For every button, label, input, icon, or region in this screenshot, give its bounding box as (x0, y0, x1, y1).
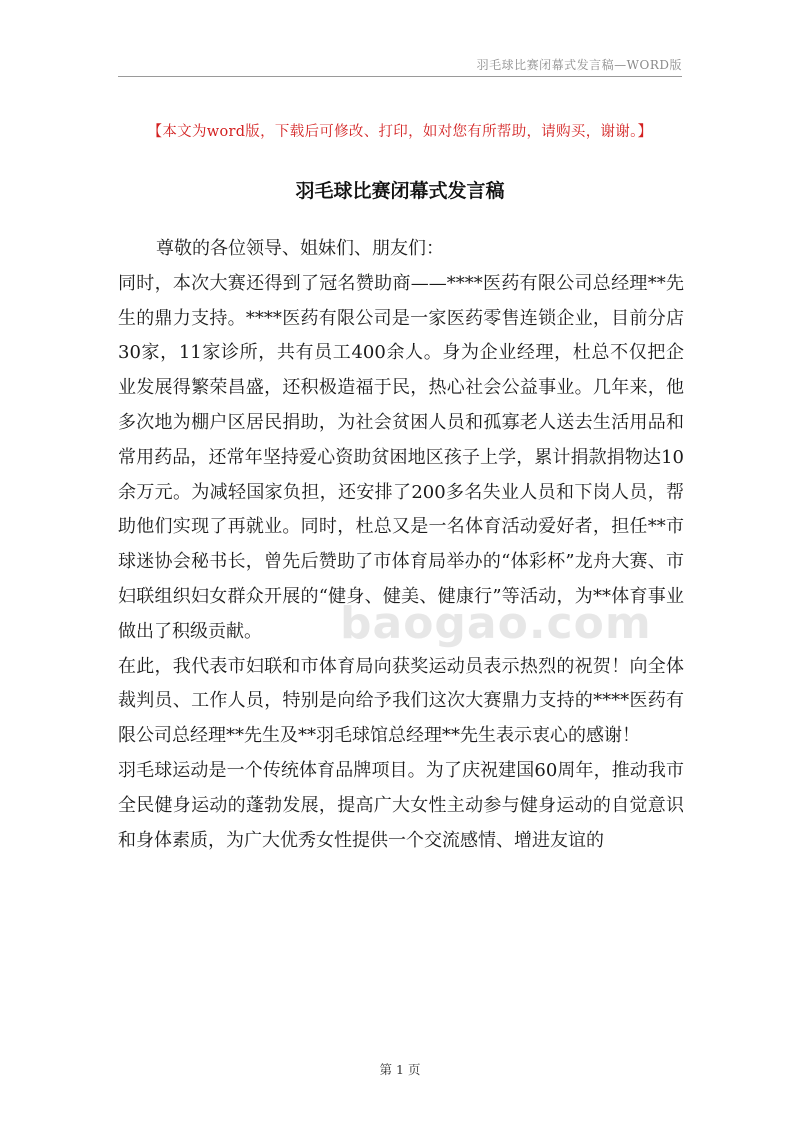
greeting-line: 尊敬的各位领导、姐妹们、朋友们： (156, 238, 444, 259)
paragraph-thanks: 在此，我代表市妇联和市体育局向获奖运动员表示热烈的祝贺！向全体裁判员、工作人员，特别是向给予我们这次大赛鼎力支持的****医药有限公司总经理**先生及**羽毛球馆总经理**先生表示衷心的感谢！ (118, 655, 684, 747)
paragraph-badminton: 羽毛球运动是一个传统体育品牌项目。为了庆祝建国60周年，推动我市全民健身运动的蓬勃发展，提高广大女性主动参与健身运动的自觉意识和身体素质，为广大优秀女性提供一个交流感情、增进友谊的 (118, 759, 684, 851)
page-number: 第 1 页 (379, 1062, 421, 1077)
watermark: baogao.com (340, 598, 652, 649)
header-divider (118, 76, 682, 77)
paragraph-sponsor: 同时，本次大赛还得到了冠名赞助商——****医药有限公司总经理**先生的鼎力支持。****医药有限公司是一家医药零售连锁企业，目前分店30家，11家诊所，共有员工400余人。身为企业经理，杜总不仅把企业发展得繁荣昌盛，还积极造福于民，热心社会公益事业。几年来，他多次地为棚户区居民捐助，为社会贫困人员和孤寡老人送去生活用品和常用药品，还常年坚持爱心资助贫困地区孩子上学，累计捐款捐物达10余万元。为减轻国家负担，还安排了200多名失业人员和下岗人员，帮助他们实现了再就业。同时，杜总又是一名体育活动爱好者，担任**市球迷协会秘书长，曾先后赞助了市体育局举办的“体彩杯”龙舟大赛、市妇联组织妇女群众开展的“健身、健美、健康行”等活动，为**体育事业做出了积级贡献。 (118, 272, 684, 642)
download-notice: 【本文为word版，下载后可修改、打印，如对您有所帮助，请购买，谢谢。】 (147, 124, 653, 140)
document-title: 羽毛球比赛闭幕式发言稿 (295, 180, 505, 202)
document-body (118, 232, 684, 858)
running-header: 羽毛球比赛闭幕式发言稿—WORD版 (476, 58, 682, 72)
